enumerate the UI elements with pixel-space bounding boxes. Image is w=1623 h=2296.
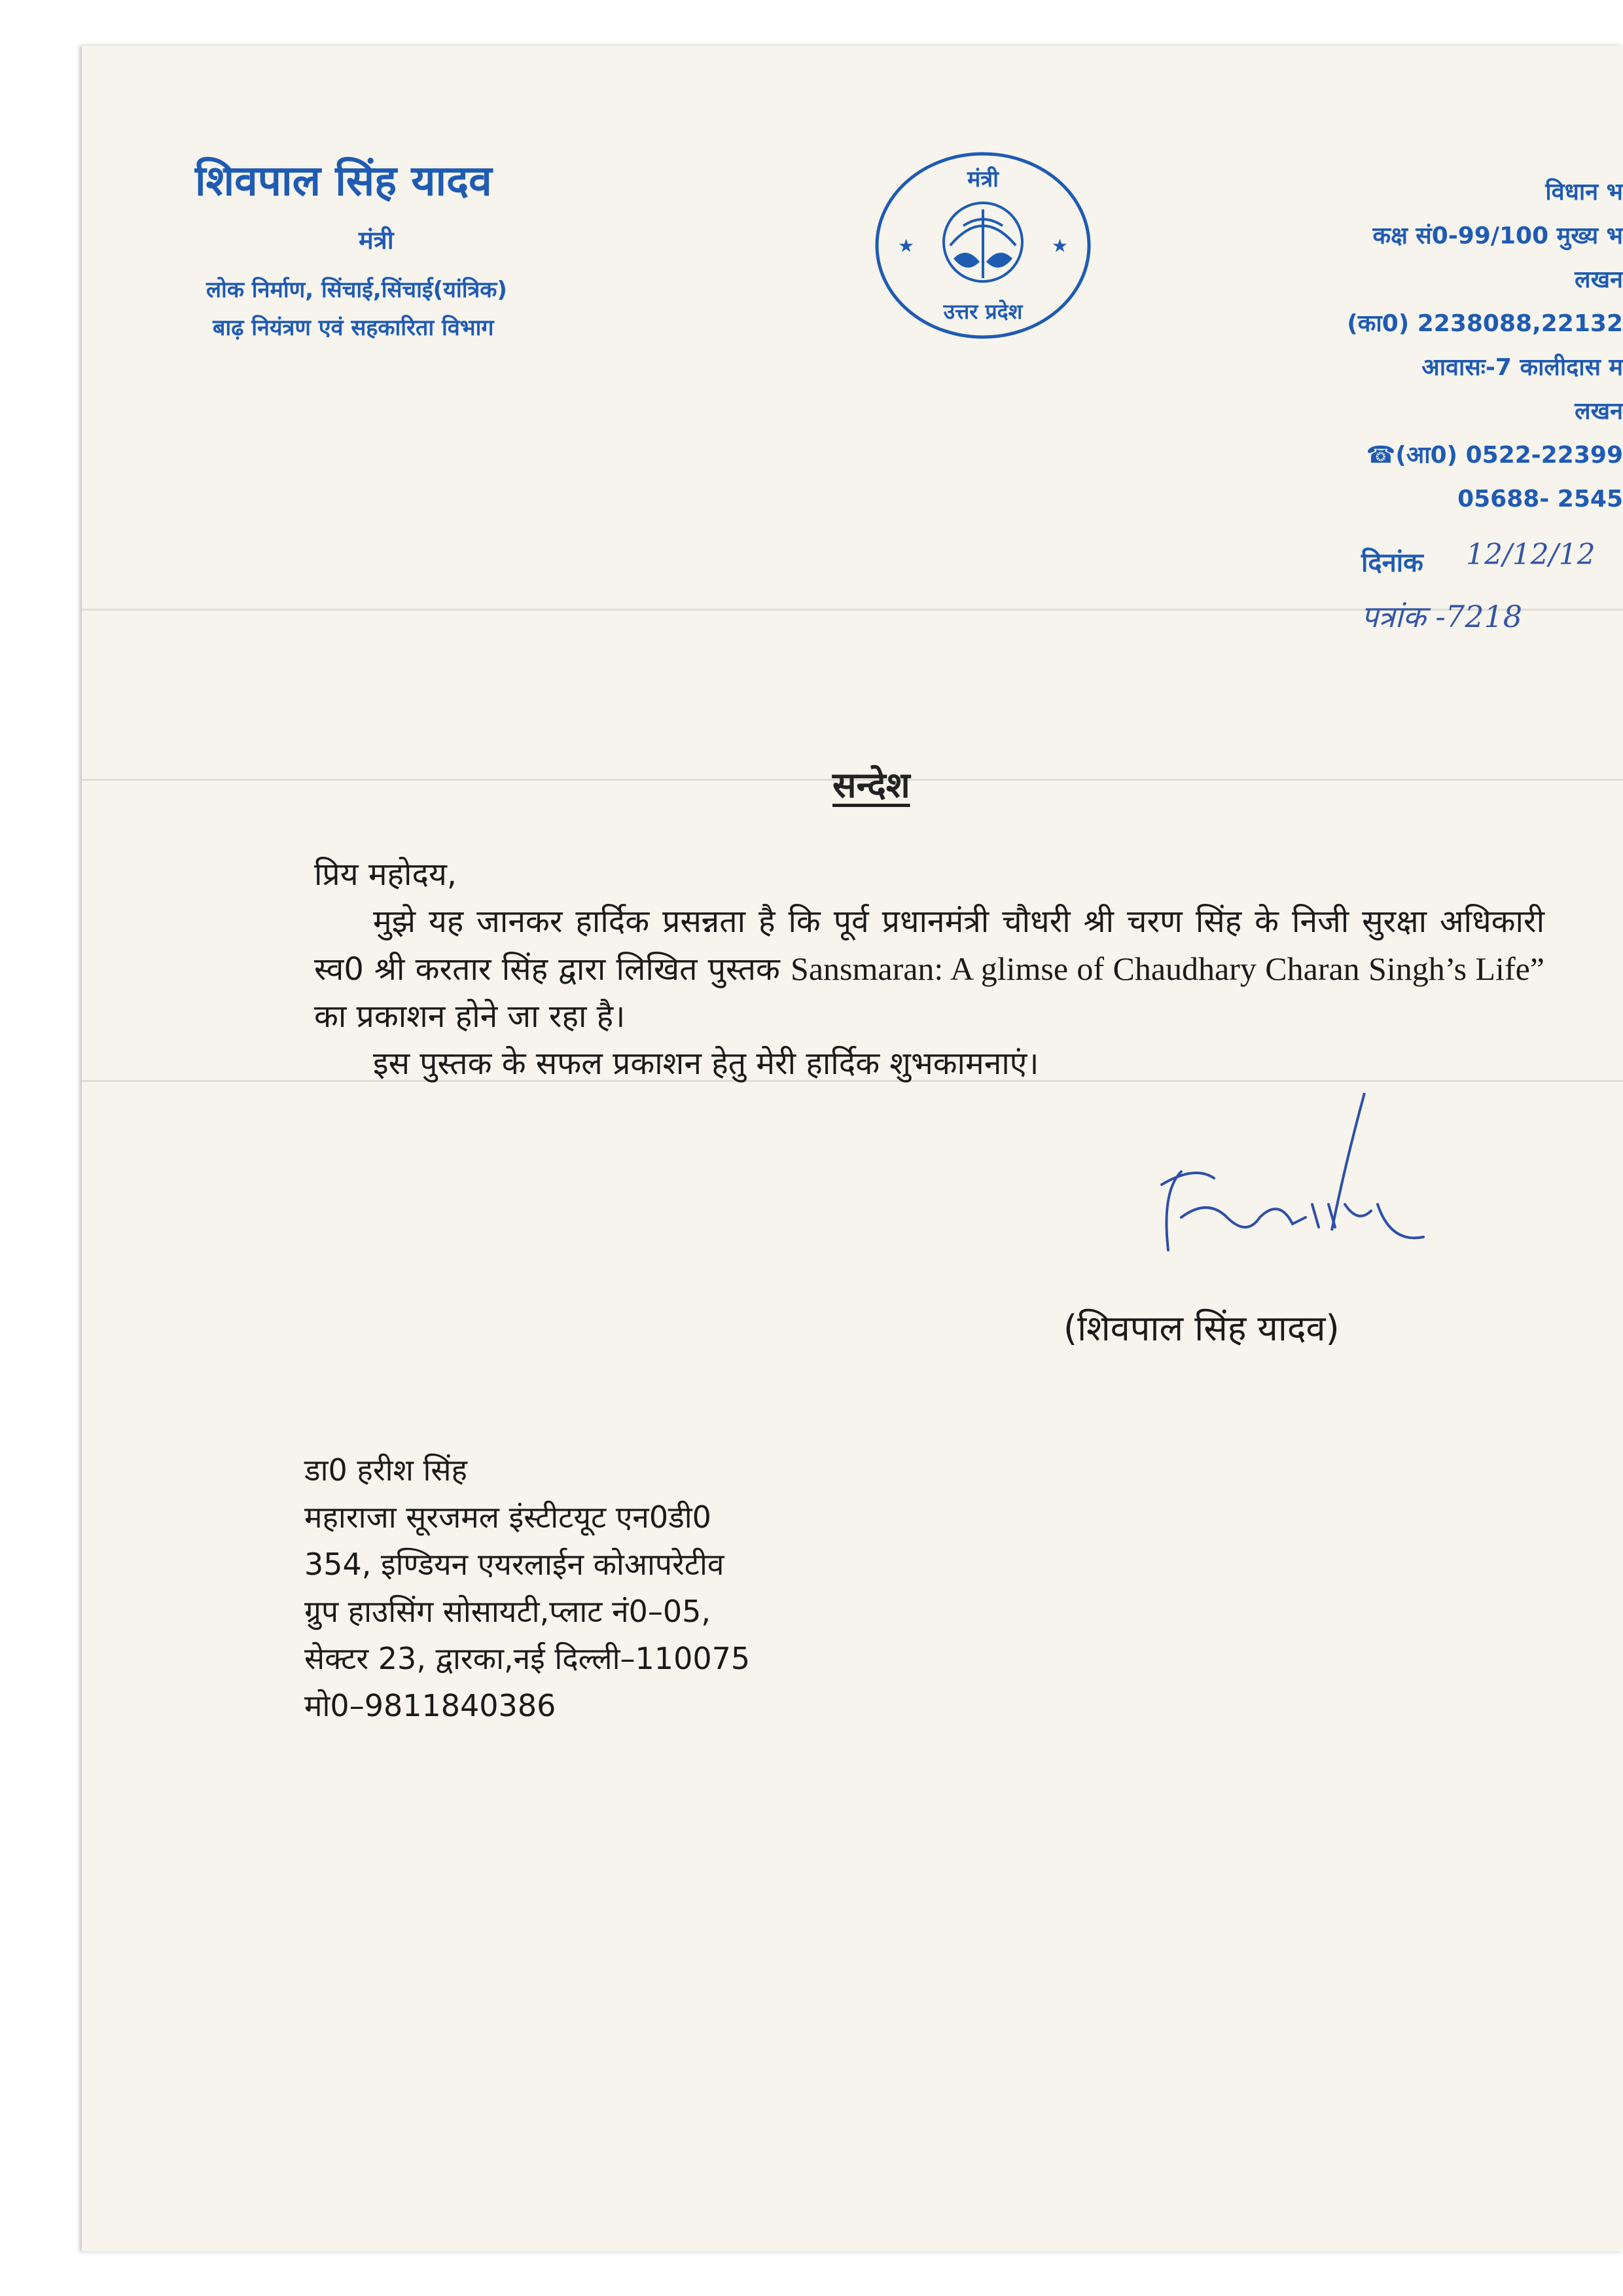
salutation: प्रिय महोदय, xyxy=(314,856,457,893)
state-seal xyxy=(872,147,1094,344)
recipient-line: ग्रुप हाउसिंग सोसायटी,प्लाट नं0–05, xyxy=(304,1594,711,1629)
handwritten-signature xyxy=(1083,1086,1476,1302)
recipient-line: मो0–9811840386 xyxy=(304,1688,556,1723)
designation: मंत्री xyxy=(359,226,394,255)
address-line: लखन xyxy=(1575,266,1623,293)
letter-paper xyxy=(82,46,1623,2251)
seal-top-text: मंत्री xyxy=(967,166,999,192)
address-line: विधान भ xyxy=(1545,179,1623,206)
paragraph-2: इस पुस्तक के सफल प्रकाशन हेतु मेरी हार्दिक शुभकामनाएं। xyxy=(373,1045,1039,1082)
recipient-line: डा0 हरीश सिंह xyxy=(304,1452,467,1488)
department-line-2: बाढ़ नियंत्रण एवं सहकारिता विभाग xyxy=(213,315,494,341)
signatory-name: (शिवपाल सिंह यादव) xyxy=(1063,1308,1340,1349)
recipient-line: सेक्टर 23, द्वारका,नई दिल्ली–110075 xyxy=(304,1641,751,1676)
letter-body xyxy=(314,851,1544,1087)
address-block xyxy=(1152,170,1623,521)
svg-text:★: ★ xyxy=(1052,235,1069,257)
address-line: कक्ष सं0-99/100 मुख्य भ xyxy=(1372,223,1623,249)
svg-text:★: ★ xyxy=(898,235,915,257)
book-title: Sansmaran: A glimse of Chaudhary Charan Singh’s Life” xyxy=(791,950,1544,987)
address-line: लखन xyxy=(1575,398,1623,425)
address-line-phone: ☎(आ0) 0522-22399 xyxy=(1366,442,1623,469)
minister-name: शिवपाल सिंह यादव xyxy=(195,157,492,206)
letter-subject: सन्देश xyxy=(832,764,910,806)
telephone-icon: ☎ xyxy=(1366,442,1396,469)
address-line: (का0) 2238088,22132 xyxy=(1347,310,1623,337)
paragraph-1: मुझे यह जानकर हार्दिक प्रसन्नता है कि पूर्व प्रधानमंत्री चौधरी श्री चरण सिंह के निजी सुरक्षा अधिकारी स्व0 श्री करतार सिंह द्वारा लिखित पुस्तक Sansmaran: A glimse of Chaudhary Charan Singh’s Life” का प्रकाशन होने जा रहा है। xyxy=(314,903,1544,1035)
date-handwritten: 12/12/12 xyxy=(1466,538,1596,571)
recipient-address xyxy=(304,1446,750,1729)
recipient-line: महाराजा सूरजमल इंस्टीटयूट एन0डी0 xyxy=(304,1499,711,1535)
reference-number-handwritten: पत्रांक -7218 xyxy=(1361,599,1522,634)
address-line: आवासः-7 कालीदास म xyxy=(1421,354,1623,381)
recipient-line: 354, इण्डियन एयरलाईन कोआपरेटीव xyxy=(304,1547,724,1582)
seal-bottom-text: उत्तर प्रदेश xyxy=(943,299,1023,324)
department-line-1: लोक निर्माण, सिंचाई,सिंचाई(यांत्रिक) xyxy=(206,277,507,303)
date-label: दिनांक xyxy=(1361,548,1423,578)
address-line: 05688- 2545 xyxy=(1457,486,1623,512)
